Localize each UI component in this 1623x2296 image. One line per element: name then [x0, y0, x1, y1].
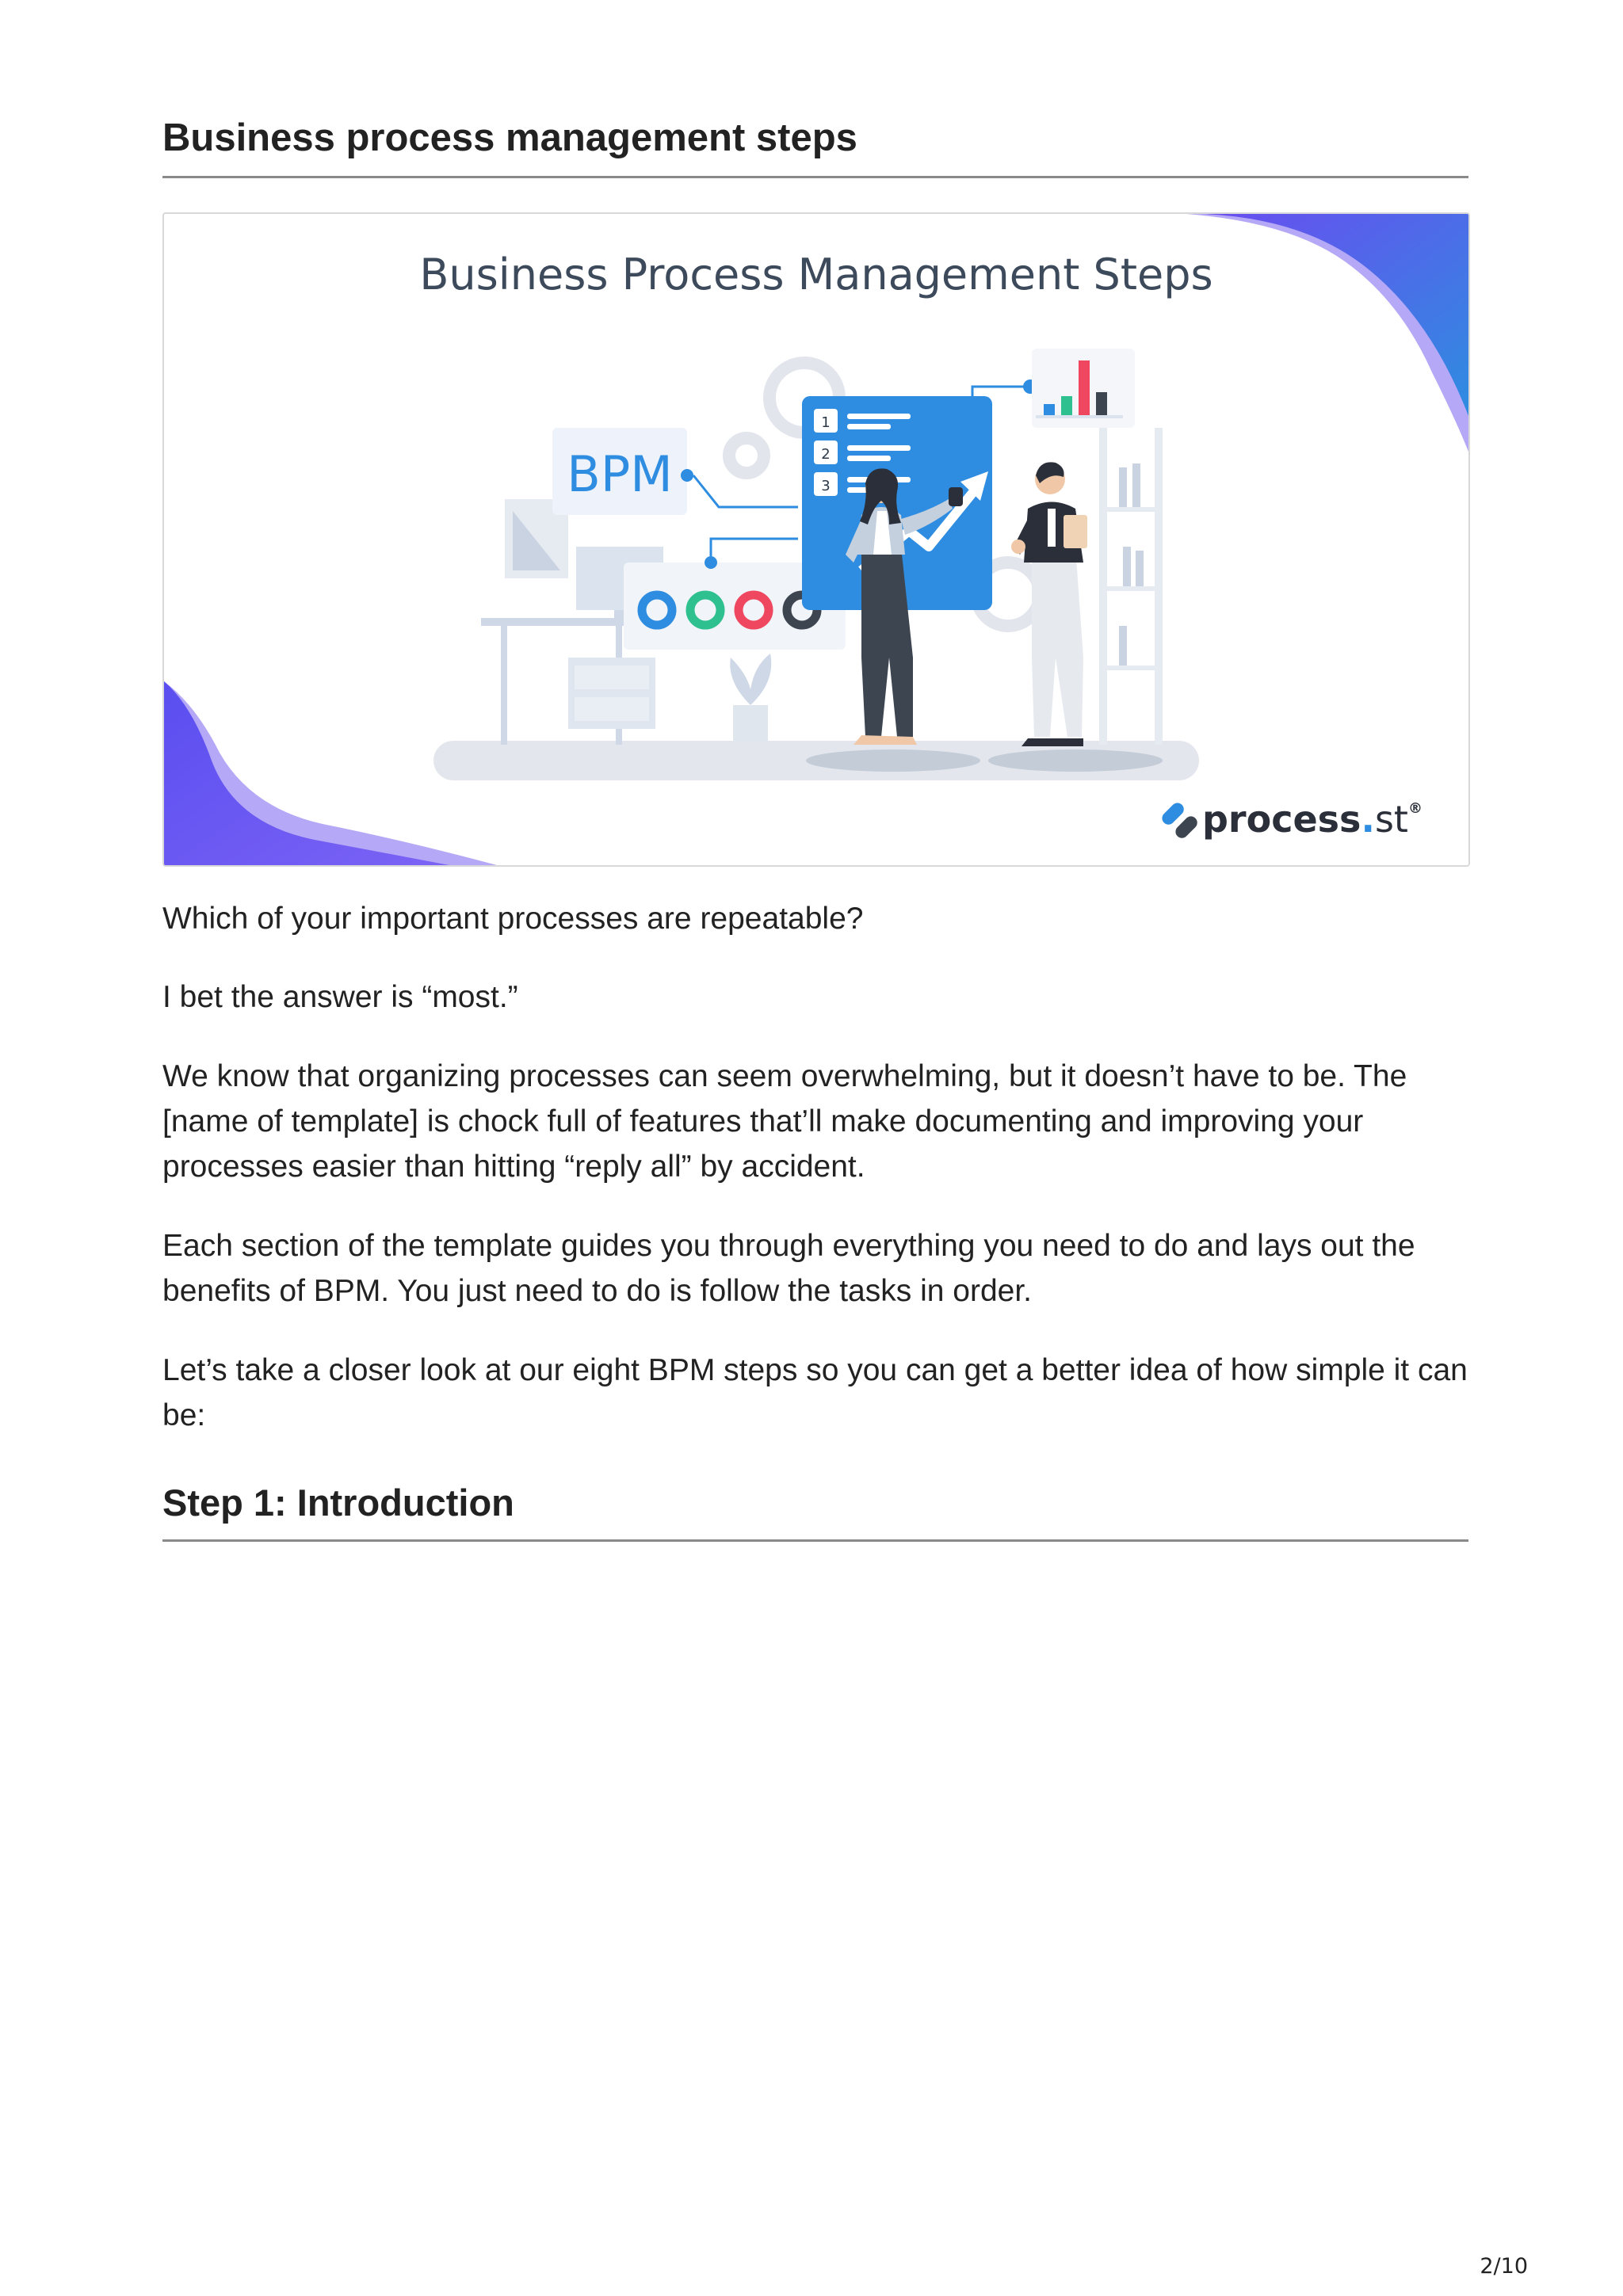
logo-text: process: [1202, 798, 1361, 841]
paragraph: Let’s take a closer look at our eight BPM steps so you can get a better idea of how simple it can be:: [162, 1353, 1468, 1432]
logo-mark-icon: [1159, 800, 1200, 841]
bpm-illustration: [162, 212, 1470, 867]
bpm-illustration-svg: [164, 214, 1468, 865]
step-heading: Step 1: Introduction: [162, 1482, 514, 1524]
paragraph: We know that organizing processes can seem overwhelming, but it doesn’t have to be. The [name of template] is chock full of features that’ll make documenting and improving your processes easier than hitting “reply all” by accident.: [162, 1059, 1407, 1184]
plant-illustration: [730, 654, 771, 741]
paragraph: Each section of the template guides you through everything you need to do and lays out the benefits of BPM. You just need to do is follow the tasks in order.: [162, 1229, 1415, 1308]
logo-tld: st: [1374, 798, 1408, 841]
list-number-2: 2: [821, 446, 831, 463]
figure-title: Business Process Management Steps: [419, 250, 1213, 299]
process-st-logo: [1159, 798, 1423, 841]
corner-wave-top-right: [1202, 214, 1468, 416]
bpm-label: BPM: [567, 445, 673, 503]
list-number-3: 3: [821, 478, 831, 494]
shadow: [988, 749, 1163, 772]
logo-registered: ®: [1407, 800, 1423, 817]
logo-dot: .: [1361, 798, 1375, 841]
heading-divider: [162, 1539, 1468, 1542]
person-man-illustration: [1011, 462, 1087, 746]
paragraph: I bet the answer is “most.”: [162, 980, 518, 1014]
page-number: 2/10: [1480, 2254, 1528, 2279]
presentation-board: [802, 379, 1037, 610]
mini-bar-chart-icon: [1032, 349, 1135, 428]
section-heading: Business process management steps: [162, 116, 857, 159]
heading-divider: [162, 176, 1468, 178]
bookshelf-illustration: [1099, 428, 1163, 745]
paragraph: Which of your important processes are repeatable?: [162, 902, 864, 936]
shadow: [806, 749, 980, 772]
svg-text:process.st®: [1202, 798, 1423, 841]
list-number-1: 1: [821, 414, 831, 431]
